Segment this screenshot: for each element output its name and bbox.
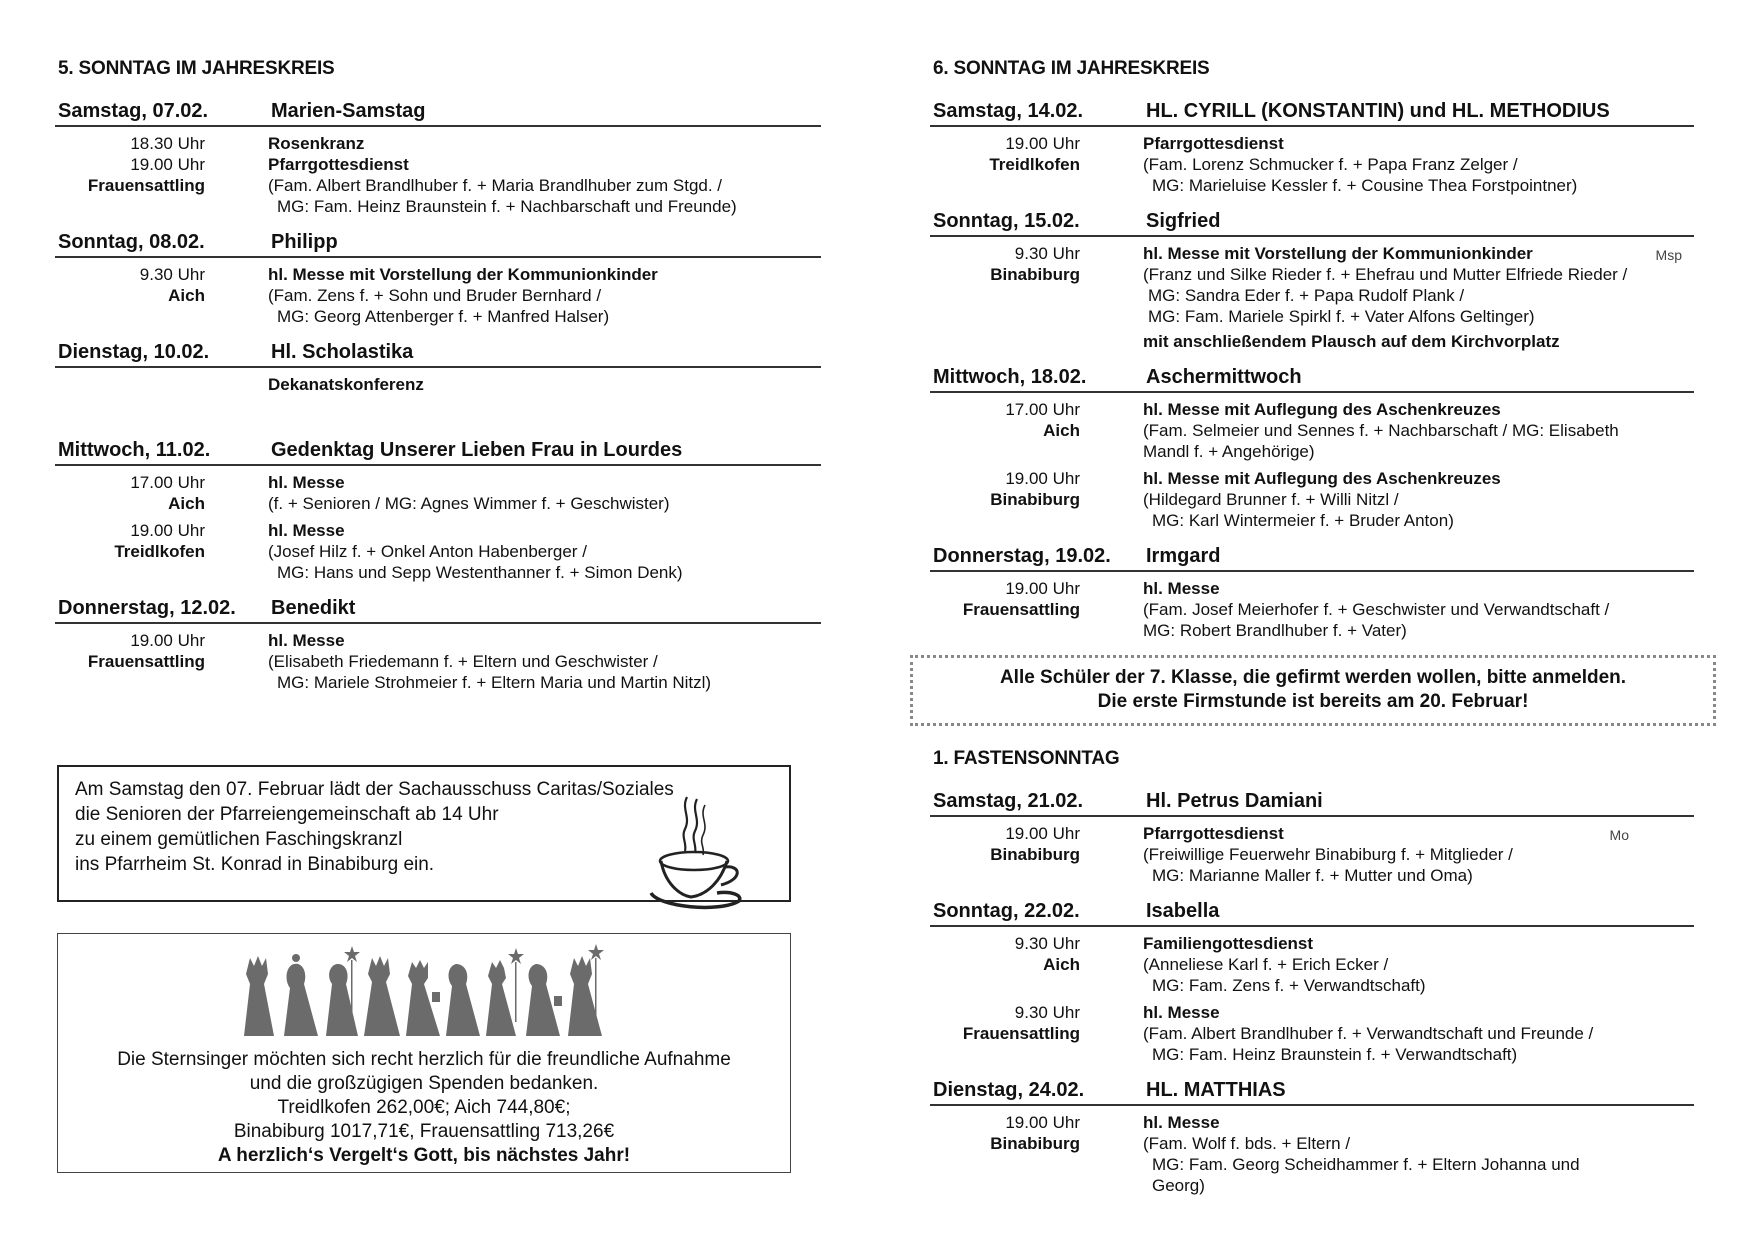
intention-line: (Fam. Albert Brandlhuber f. + Maria Brandlhuber zum Stgd. / xyxy=(268,176,723,195)
service-entry xyxy=(55,374,821,395)
intention-line: MG: Mariele Strohmeier f. + Eltern Maria und Martin Nitzl) xyxy=(277,673,712,692)
day-block xyxy=(55,597,821,693)
service-time: 9.30 Uhr xyxy=(139,265,205,284)
intention-line: (Anneliese Karl f. + Erich Ecker / xyxy=(1143,955,1389,974)
service-type: hl. Messe xyxy=(268,521,345,540)
intention-line: (Josef Hilz f. + Onkel Anton Habenberger / xyxy=(268,542,587,561)
service-place: Frauensattling xyxy=(87,176,205,195)
day-header xyxy=(55,341,821,368)
left-page xyxy=(55,58,821,707)
service-entry xyxy=(930,1002,1694,1065)
service-place: Frauensattling xyxy=(87,652,205,671)
intention-line: MG: Robert Brandlhuber f. + Vater) xyxy=(1143,621,1407,640)
day-header xyxy=(55,439,821,466)
service-place: Binabiburg xyxy=(990,1134,1080,1153)
service-place: Binabiburg xyxy=(990,490,1080,509)
invitation-line: ins Pfarrheim St. Konrad in Binabiburg ein. xyxy=(75,854,435,875)
intention-line: MG: Marianne Maller f. + Mutter und Oma) xyxy=(1152,866,1473,885)
service-time: 19.00 Uhr xyxy=(1005,579,1080,598)
day-saint: HL. CYRILL (KONSTANTIN) und HL. METHODIUS xyxy=(1146,100,1610,122)
day-saint: Hl. Scholastika xyxy=(271,341,414,363)
service-time: 9.30 Uhr xyxy=(1014,934,1080,953)
donation-totals: Binabiburg 1017,71€, Frauensattling 713,26€ xyxy=(233,1121,615,1142)
day-header xyxy=(930,100,1694,127)
service-type: Rosenkranz xyxy=(268,134,365,153)
day-saint: Irmgard xyxy=(1146,545,1221,567)
day-saint: Hl. Petrus Damiani xyxy=(1146,790,1323,812)
day-header xyxy=(930,790,1694,817)
day-date: Dienstag, 24.02. xyxy=(933,1079,1085,1101)
senior-invitation-box xyxy=(57,765,791,902)
intention-line: MG: Fam. Zens f. + Verwandtschaft) xyxy=(1152,976,1426,995)
notice-line: Alle Schüler der 7. Klasse, die gefirmt werden wollen, bitte anmelden. xyxy=(999,667,1627,688)
day-date: Sonntag, 15.02. xyxy=(933,210,1080,232)
service-entry xyxy=(930,823,1694,886)
intention-line: MG: Sandra Eder f. + Papa Rudolf Plank / xyxy=(1148,286,1465,305)
day-date: Samstag, 07.02. xyxy=(58,100,209,122)
section-title: 5. SONNTAG IM JAHRESKREIS xyxy=(58,58,335,79)
day-date: Mittwoch, 11.02. xyxy=(58,439,211,461)
closing-line: A herzlich‘s Vergelt‘s Gott, bis nächstes Jahr! xyxy=(217,1145,631,1166)
service-time: 19.00 Uhr xyxy=(1005,134,1080,153)
service-place: Aich xyxy=(1043,421,1080,440)
intention-line: (Fam. Zens f. + Sohn und Bruder Bernhard / xyxy=(268,286,602,305)
service-time: 9.30 Uhr xyxy=(1014,244,1080,263)
mass-intentions xyxy=(268,175,821,217)
service-entry xyxy=(930,468,1694,531)
intention-line: (Hildegard Brunner f. + Willi Nitzl / xyxy=(1143,490,1399,509)
day-header xyxy=(55,100,821,127)
donation-totals: Treidlkofen 262,00€; Aich 744,80€; xyxy=(277,1097,571,1118)
service-place: Treidlkofen xyxy=(989,155,1080,174)
sternsinger-thanks-box xyxy=(57,933,791,1173)
intention-line: (Fam. Selmeier und Sennes f. + Nachbarschaft / MG: Elisabeth xyxy=(1143,421,1619,440)
thanks-line: und die großzügigen Spenden bedanken. xyxy=(249,1073,599,1094)
service-time: 19.00 Uhr xyxy=(130,155,205,174)
service-time: 19.00 Uhr xyxy=(130,521,205,540)
day-saint: Philipp xyxy=(271,231,338,253)
confirmation-notice xyxy=(910,655,1716,726)
invitation-line: die Senioren der Pfarreiengemeinschaft ab 14 Uhr xyxy=(75,804,499,825)
day-saint: Marien-Samstag xyxy=(271,100,426,122)
intention-line: (f. + Senioren / MG: Agnes Wimmer f. + Geschwister) xyxy=(268,494,670,513)
day-block xyxy=(55,439,821,583)
service-time: 17.00 Uhr xyxy=(1005,400,1080,419)
service-time: 18.30 Uhr xyxy=(130,134,205,153)
day-block xyxy=(930,1079,1694,1196)
service-type: Pfarrgottesdienst xyxy=(1143,824,1284,843)
service-type: Dekanatskonferenz xyxy=(268,375,424,394)
service-entry xyxy=(55,472,821,514)
service-time: 19.00 Uhr xyxy=(130,631,205,650)
service-entry xyxy=(55,520,821,583)
notice-line: Die erste Firmstunde ist bereits am 20. Februar! xyxy=(1097,691,1529,712)
service-type: hl. Messe xyxy=(1143,1113,1220,1132)
sternsinger-silhouettes-icon xyxy=(234,944,614,1040)
intention-line: MG: Karl Wintermeier f. + Bruder Anton) xyxy=(1152,511,1454,530)
intention-line: MG: Marieluise Kessler f. + Cousine Thea Forstpointner) xyxy=(1152,176,1578,195)
day-saint: Isabella xyxy=(1146,900,1220,922)
service-type: hl. Messe xyxy=(1143,1003,1220,1022)
intention-line: (Franz und Silke Rieder f. + Ehefrau und Mutter Elfriede Rieder / xyxy=(1143,265,1628,284)
day-block xyxy=(930,100,1694,196)
day-header xyxy=(930,366,1694,393)
celebrant-abbr: Msp xyxy=(1655,247,1682,263)
service-type: hl. Messe mit Vorstellung der Kommunionkinder xyxy=(1143,244,1533,263)
day-block xyxy=(55,100,821,217)
day-block xyxy=(930,210,1694,352)
day-date: Sonntag, 22.02. xyxy=(933,900,1080,922)
service-entry xyxy=(930,399,1694,462)
day-block xyxy=(930,900,1694,1065)
day-header xyxy=(930,545,1694,572)
day-header xyxy=(55,597,821,624)
intention-line: MG: Fam. Heinz Braunstein f. + Nachbarschaft und Freunde) xyxy=(277,197,737,216)
day-saint: Sigfried xyxy=(1146,210,1221,232)
service-entry xyxy=(930,933,1694,996)
service-type: hl. Messe xyxy=(268,473,345,492)
intention-line: (Freiwillige Feuerwehr Binabiburg f. + Mitglieder / xyxy=(1143,845,1513,864)
day-saint: HL. MATTHIAS xyxy=(1146,1079,1286,1101)
intention-line: Georg) xyxy=(1152,1176,1205,1195)
service-entry xyxy=(930,578,1694,641)
service-type: hl. Messe mit Vorstellung der Kommunionkinder xyxy=(268,265,658,284)
service-entry xyxy=(930,243,1694,352)
day-date: Samstag, 21.02. xyxy=(933,790,1084,812)
day-date: Samstag, 14.02. xyxy=(933,100,1084,122)
day-block xyxy=(930,545,1694,641)
service-type: Pfarrgottesdienst xyxy=(1143,134,1284,153)
service-place: Aich xyxy=(168,286,205,305)
invitation-line: Am Samstag den 07. Februar lädt der Sachausschuss Caritas/Soziales xyxy=(75,779,674,800)
invitation-line: zu einem gemütlichen Faschingskranzl xyxy=(75,829,403,850)
service-entry xyxy=(930,133,1694,196)
day-header xyxy=(55,231,821,258)
intention-line: (Fam. Wolf f. bds. + Eltern / xyxy=(1143,1134,1351,1153)
service-time: 19.00 Uhr xyxy=(1005,824,1080,843)
section-title: 6. SONNTAG IM JAHRESKREIS xyxy=(933,58,1210,79)
intention-line: Mandl f. + Angehörige) xyxy=(1143,442,1315,461)
intention-line: (Elisabeth Friedemann f. + Eltern und Geschwister / xyxy=(268,652,658,671)
service-type: hl. Messe mit Auflegung des Aschenkreuzes xyxy=(1143,469,1501,488)
day-header xyxy=(930,1079,1694,1106)
day-block xyxy=(930,790,1694,886)
service-entry xyxy=(55,264,821,327)
service-place: Binabiburg xyxy=(990,845,1080,864)
service-type: hl. Messe xyxy=(1143,579,1220,598)
service-type: hl. Messe xyxy=(268,631,345,650)
day-date: Donnerstag, 19.02. xyxy=(933,545,1111,567)
service-time: 17.00 Uhr xyxy=(130,473,205,492)
section-title: 1. FASTENSONNTAG xyxy=(933,748,1120,769)
day-block xyxy=(55,341,821,425)
day-date: Sonntag, 08.02. xyxy=(58,231,205,253)
intention-line: MG: Fam. Georg Scheidhammer f. + Eltern Johanna und xyxy=(1152,1155,1580,1174)
day-header xyxy=(930,210,1694,237)
day-saint: Gedenktag Unserer Lieben Frau in Lourdes xyxy=(271,439,683,461)
intention-line: (Fam. Albert Brandlhuber f. + Verwandtschaft und Freunde / xyxy=(1143,1024,1594,1043)
service-place: Binabiburg xyxy=(990,265,1080,284)
day-date: Mittwoch, 18.02. xyxy=(933,366,1087,388)
intention-line: MG: Georg Attenberger f. + Manfred Halser) xyxy=(277,307,610,326)
service-entry xyxy=(55,133,821,217)
intention-line: MG: Hans und Sepp Westenthanner f. + Simon Denk) xyxy=(277,563,683,582)
service-entry xyxy=(55,630,821,693)
day-block xyxy=(930,366,1694,531)
service-time: 19.00 Uhr xyxy=(1005,1113,1080,1132)
service-type: Pfarrgottesdienst xyxy=(268,155,409,174)
day-date: Donnerstag, 12.02. xyxy=(58,597,236,619)
service-place: Frauensattling xyxy=(962,600,1080,619)
intention-line: MG: Fam. Heinz Braunstein f. + Verwandtschaft) xyxy=(1152,1045,1518,1064)
service-place: Treidlkofen xyxy=(114,542,205,561)
intention-line: (Fam. Lorenz Schmucker f. + Papa Franz Zelger / xyxy=(1143,155,1518,174)
service-note: mit anschließendem Plausch auf dem Kirchvorplatz xyxy=(1143,332,1560,351)
service-place: Aich xyxy=(1043,955,1080,974)
celebrant-abbr: Mo xyxy=(1609,827,1629,843)
day-saint: Benedikt xyxy=(271,597,356,619)
service-place: Aich xyxy=(168,494,205,513)
intention-line: MG: Fam. Mariele Spirkl f. + Vater Alfons Geltinger) xyxy=(1148,307,1535,326)
service-time: 19.00 Uhr xyxy=(1005,469,1080,488)
thanks-line: Die Sternsinger möchten sich recht herzlich für die freundliche Aufnahme xyxy=(117,1049,731,1070)
service-entry xyxy=(930,1112,1694,1196)
service-type: Familiengottesdienst xyxy=(1143,934,1314,953)
service-place: Frauensattling xyxy=(962,1024,1080,1043)
day-block xyxy=(55,231,821,327)
service-time: 9.30 Uhr xyxy=(1014,1003,1080,1022)
service-type: hl. Messe mit Auflegung des Aschenkreuzes xyxy=(1143,400,1501,419)
day-date: Dienstag, 10.02. xyxy=(58,341,210,363)
intention-line: (Fam. Josef Meierhofer f. + Geschwister und Verwandtschaft / xyxy=(1143,600,1610,619)
day-header xyxy=(930,900,1694,927)
coffee-cup-icon xyxy=(639,795,749,915)
day-saint: Aschermittwoch xyxy=(1146,366,1302,388)
right-page xyxy=(930,58,1694,1210)
